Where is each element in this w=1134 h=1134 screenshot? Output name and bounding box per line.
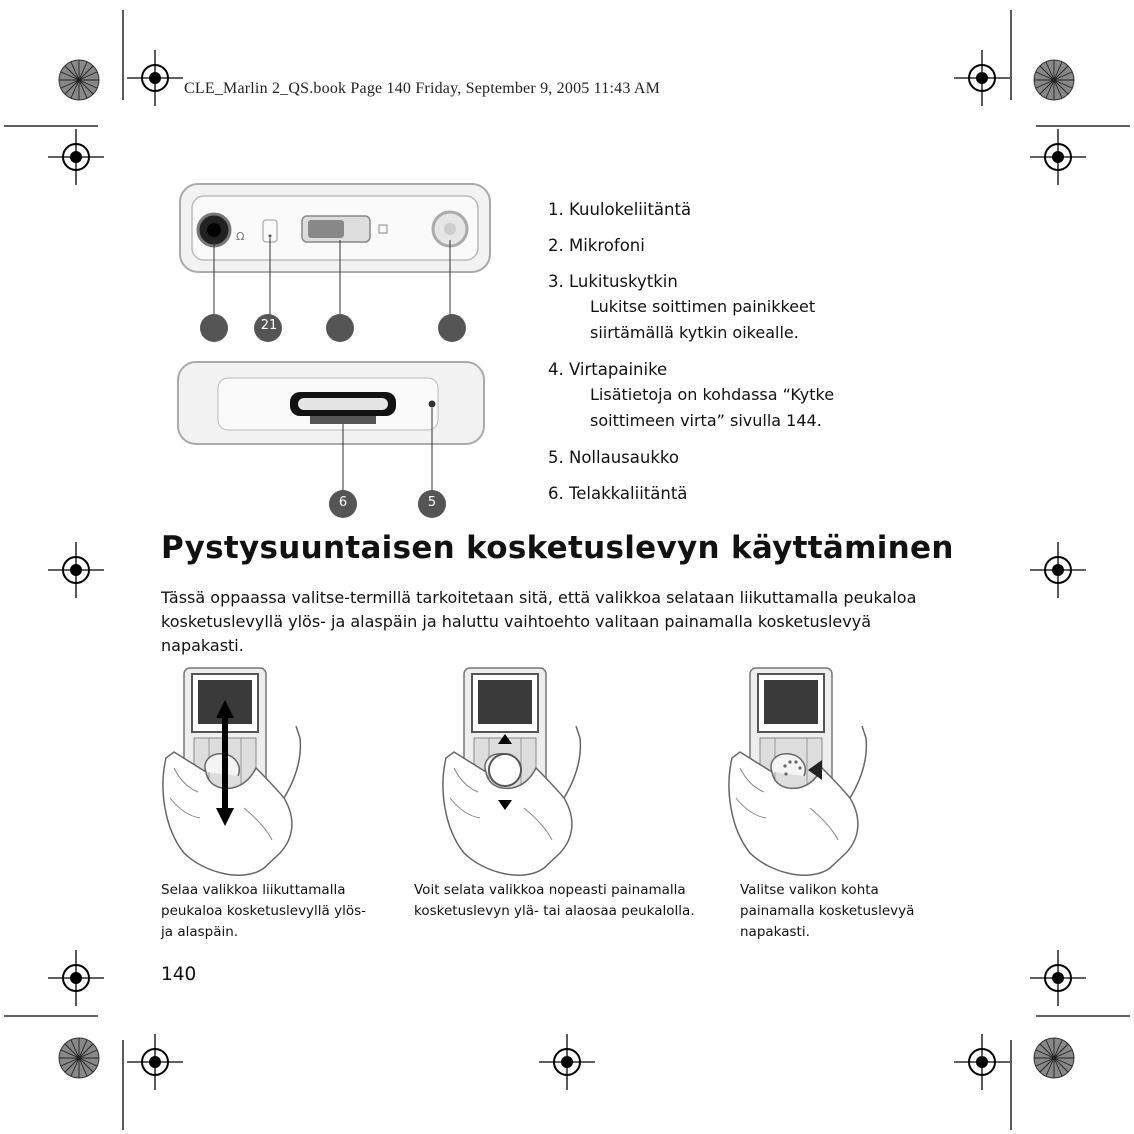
callout-6: 6 bbox=[338, 495, 348, 510]
list-item: 5. Nollausaukko bbox=[548, 448, 679, 467]
list-item: 3. Lukituskytkin Lukitse soittimen painikkeet siirtämällä kytkin oikealle. bbox=[548, 272, 816, 342]
caption-2: Voit selata valikkoa nopeasti painamalla kosketuslevyn ylä- tai alaosaa peukalolla. bbox=[414, 882, 695, 919]
print-header: CLE_Marlin 2_QS.book Page 140 Friday, September 9, 2005 11:43 AM bbox=[184, 80, 661, 97]
caption-3: Valitse valikon kohta painamalla kosketuslevyä napakasti. bbox=[740, 882, 915, 940]
device-bottom-view bbox=[178, 362, 484, 444]
device-top-view bbox=[180, 184, 490, 272]
list-item: 1. Kuulokeliitäntä bbox=[548, 200, 692, 219]
list-item: 4. Virtapainike Lisätietoja on kohdassa “Kytke soittimeen virta” sivulla 144. bbox=[548, 360, 835, 430]
caption-1: Selaa valikkoa liikuttamalla peukaloa kosketuslevyllä ylös- ja alaspäin. bbox=[161, 882, 367, 940]
list-item: 2. Mikrofoni bbox=[548, 236, 645, 255]
page-number: 140 bbox=[161, 964, 197, 985]
intro-paragraph: Tässä oppaassa valitse-termillä tarkoitetaan sitä, että valikkoa selataan liikuttamalla peukaloa kosketuslevyllä ylös- ja alaspäin ja haluttu vaihtoehto valitaan painamalla kosketuslevyä napakasti. bbox=[161, 588, 917, 655]
svg-text:Ω: Ω bbox=[236, 230, 245, 243]
list-item: 6. Telakkaliitäntä bbox=[548, 484, 688, 503]
callout-5: 5 bbox=[427, 495, 437, 510]
callout-label: 21 bbox=[260, 318, 278, 333]
parts-list bbox=[548, 198, 878, 518]
section-title: Pystysuuntaisen kosketuslevyn käyttäminen bbox=[161, 530, 954, 566]
